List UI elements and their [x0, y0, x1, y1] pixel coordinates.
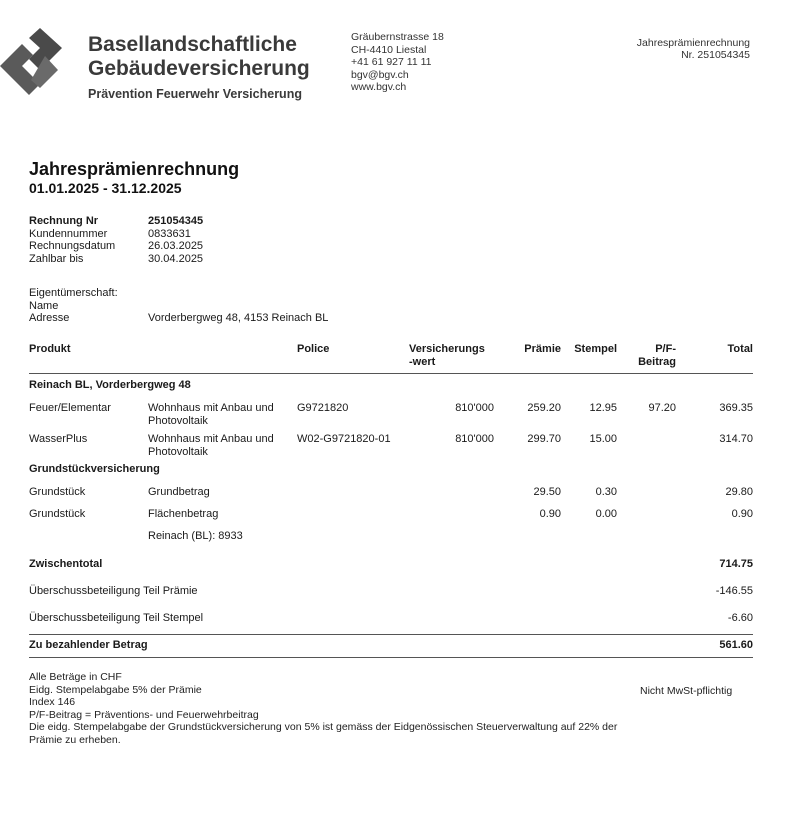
cell-stempel: 15.00 — [589, 433, 617, 445]
table-row — [29, 502, 753, 524]
table-row — [29, 396, 753, 427]
surplus-premium-row — [29, 580, 753, 607]
owner-address-value: Vorderbergweg 48, 4153 Reinach BL — [148, 312, 329, 324]
header-doc-type: Jahresprämienrechnung — [636, 37, 750, 49]
invoice-meta — [29, 215, 203, 265]
amount-due-value: 561.60 — [676, 635, 753, 658]
cell-total: 29.80 — [725, 486, 753, 498]
cell-objekt: Grundbetrag — [148, 486, 210, 498]
col-header-total: Total — [676, 343, 753, 374]
owner-name-label: Name — [29, 299, 59, 312]
cell-objekt: Flächenbetrag — [148, 508, 219, 520]
section-title: Grundstückversicherung — [29, 463, 160, 475]
col-header-stempel: Stempel — [561, 343, 617, 374]
address-email[interactable]: bgv@bgv.ch — [351, 68, 409, 81]
col-header-police: Police — [297, 343, 409, 374]
cell-objekt: Wohnhaus mit Anbau und Photovoltaik — [148, 433, 274, 458]
meta-invoice-date — [29, 240, 203, 253]
cell-wert: 810'000 — [455, 433, 494, 445]
address-website[interactable]: www.bgv.ch — [351, 81, 407, 93]
cell-total: 314.70 — [719, 433, 753, 445]
cell-produkt: WasserPlus — [29, 433, 88, 445]
address-phone: +41 61 927 11 11 — [351, 56, 432, 68]
surplus-stamp-label: Überschussbeteiligung Teil Stempel — [29, 612, 204, 624]
note-land-stamp-line1: Die eidg. Stempelabgabe der Grundstückversicherung von 5% ist gemäss der Eidgenössischen Steuerverwaltung auf 22% der — [29, 721, 618, 733]
meta-value: 26.03.2025 — [148, 240, 204, 252]
location-note-row — [29, 524, 753, 546]
cell-total: 0.90 — [731, 508, 753, 520]
cell-stempel: 0.00 — [595, 508, 617, 520]
note-index: Index 146 — [29, 696, 76, 708]
cell-wert: 810'000 — [455, 402, 494, 414]
meta-due-date — [29, 253, 203, 266]
col-header-praemie: Prämie — [494, 343, 561, 374]
table-row — [29, 427, 753, 458]
owner-heading: Eigentümerschaft: — [29, 287, 118, 299]
billing-period: 01.01.2025 - 31.12.2025 — [29, 180, 182, 196]
meta-label: Rechnung Nr — [29, 215, 99, 227]
cell-produkt: Feuer/Elementar — [29, 402, 111, 414]
address-city: CH-4410 Liestal — [351, 43, 427, 56]
meta-value: 30.04.2025 — [148, 252, 204, 265]
note-pf-definition: P/F-Beitrag = Präventions- und Feuerwehrbeitrag — [29, 708, 259, 721]
surplus-stamp-value: -6.60 — [727, 612, 753, 624]
table-header-row — [29, 343, 753, 374]
subtotal-label: Zwischentotal — [29, 558, 103, 570]
col-header-wert: Versicherungs -wert — [409, 343, 494, 374]
subtotal-row — [29, 546, 753, 580]
address-street: Gräubernstrasse 18 — [351, 31, 444, 43]
owner-block — [29, 287, 328, 325]
meta-value: 251054345 — [148, 215, 204, 227]
meta-invoice-number — [29, 215, 203, 228]
cell-pf — [617, 427, 676, 458]
owner-name-row — [29, 300, 328, 313]
amount-due-label: Zu bezahlender Betrag — [29, 635, 676, 658]
location-note: Reinach (BL): 8933 — [148, 530, 243, 542]
cell-total: 369.35 — [719, 402, 753, 414]
meta-label: Kundennummer — [29, 227, 108, 240]
cell-police: W02-G9721820-01 — [297, 433, 391, 445]
invoice-items-table — [29, 343, 753, 658]
owner-address-row — [29, 312, 328, 325]
surplus-premium-label: Überschussbeteiligung Teil Prämie — [29, 585, 198, 597]
cell-stempel: 0.30 — [595, 486, 617, 498]
header-doc-ref — [560, 37, 750, 61]
note-stamp-duty: Eidg. Stempelabgabe 5% der Prämie — [29, 683, 202, 696]
cell-police: G9721820 — [297, 402, 349, 414]
footer-notes — [29, 671, 617, 746]
meta-customer-number — [29, 228, 203, 241]
table-row — [29, 480, 753, 502]
cell-objekt: Wohnhaus mit Anbau und Photovoltaik — [148, 402, 274, 427]
brand-tagline: Prävention Feuerwehr Versicherung — [88, 87, 302, 101]
cell-pf: 97.20 — [648, 402, 676, 414]
surplus-stamp-row — [29, 607, 753, 635]
cell-praemie: 259.20 — [527, 402, 561, 414]
cell-stempel: 12.95 — [589, 402, 617, 414]
meta-label: Rechnungsdatum — [29, 240, 116, 252]
amount-due-row — [29, 635, 753, 658]
cell-produkt: Grundstück — [29, 508, 86, 520]
section-row-land — [29, 458, 753, 480]
surplus-premium-value: -146.55 — [715, 585, 753, 597]
note-currency: Alle Beträge in CHF — [29, 671, 122, 683]
subtotal-value: 714.75 — [719, 558, 753, 570]
vat-note: Nicht MwSt-pflichtig — [640, 685, 733, 697]
meta-value: 0833631 — [148, 227, 191, 240]
bgv-logo-icon — [0, 26, 78, 106]
cell-produkt: Grundstück — [29, 486, 86, 498]
cell-praemie: 29.50 — [533, 486, 561, 498]
meta-label: Zahlbar bis — [29, 252, 84, 265]
page-title: Jahresprämienrechnung — [29, 159, 240, 179]
cell-praemie: 299.70 — [527, 433, 561, 445]
col-header-produkt: Produkt — [29, 343, 297, 374]
col-header-pf: P/F- Beitrag — [617, 343, 676, 374]
section-row-property — [29, 374, 753, 397]
note-land-stamp-line2: Prämie zu erheben. — [29, 733, 121, 746]
brand-name-line2: Gebäudeversicherung — [88, 57, 310, 80]
brand-name-line1: Basellandschaftliche — [88, 33, 297, 56]
company-address — [351, 31, 444, 94]
cell-praemie: 0.90 — [539, 508, 561, 520]
header-doc-number: Nr. 251054345 — [681, 49, 750, 61]
section-title: Reinach BL, Vorderbergweg 48 — [29, 379, 191, 391]
owner-address-label: Adresse — [29, 312, 70, 324]
